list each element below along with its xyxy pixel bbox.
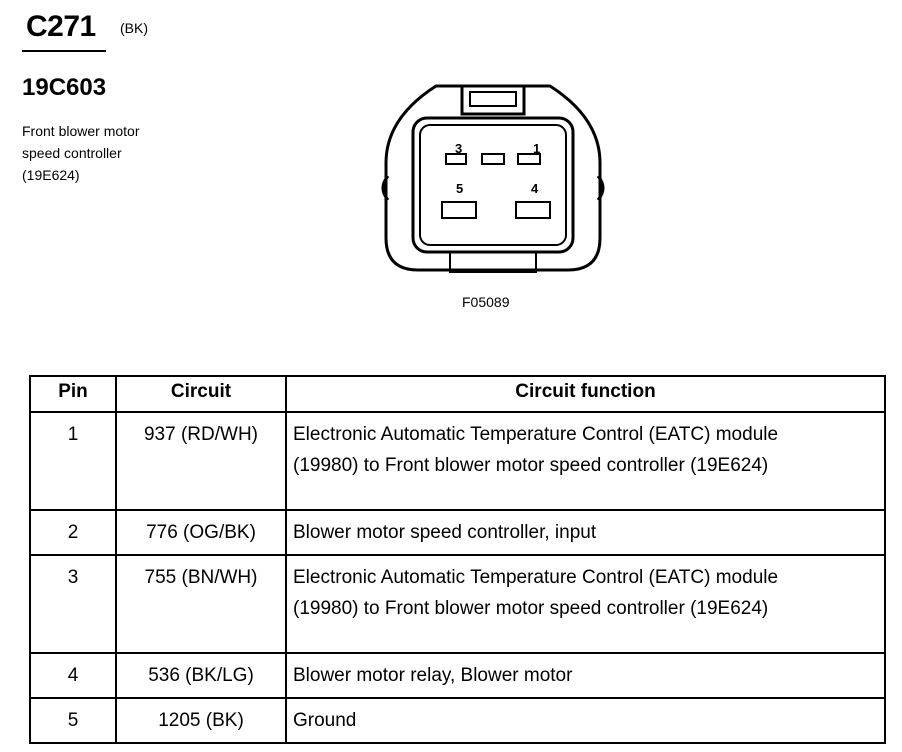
circuit-cell: 937 (RD/WH): [116, 412, 286, 510]
circuit-cell: 536 (BK/LG): [116, 653, 286, 698]
function-cell: [286, 653, 885, 698]
table-header-row: [30, 376, 885, 412]
function-cell: [286, 555, 885, 653]
pin-label: 4: [531, 181, 539, 196]
description-line: Front blower motor: [22, 123, 140, 139]
column-header-circuit: Circuit: [116, 376, 286, 412]
description-line: (19E624): [22, 167, 80, 183]
pin-5-socket: [442, 202, 476, 218]
function-line: Ground: [293, 710, 357, 731]
connector-face-diagram: [378, 78, 608, 280]
locking-tab-inner: [470, 92, 516, 106]
circuit-cell: 1205 (BK): [116, 698, 286, 743]
pin-2-socket: [482, 154, 504, 164]
function-line: Electronic Automatic Temperature Control (EATC) module: [293, 567, 779, 588]
part-number: 19C603: [22, 74, 107, 101]
function-line: (19980) to Front blower motor speed controller (19E624): [293, 455, 769, 476]
function-cell: [286, 412, 885, 510]
function-cell: [286, 698, 885, 743]
connector-inner-cavity-edge: [420, 125, 566, 245]
function-line: Blower motor speed controller, input: [293, 522, 597, 543]
table-row: [30, 555, 885, 653]
pin-cell: 2: [30, 510, 116, 555]
description-line: speed controller: [22, 145, 122, 161]
table-row: [30, 412, 885, 510]
function-line: Blower motor relay, Blower motor: [293, 665, 573, 686]
pin-cell: 4: [30, 653, 116, 698]
column-header-function: Circuit function: [286, 376, 885, 412]
function-line: (19980) to Front blower motor speed controller (19E624): [293, 598, 769, 619]
pin-cell: 1: [30, 412, 116, 510]
function-line: Electronic Automatic Temperature Control (EATC) module: [293, 424, 779, 445]
pin-label: 3: [455, 141, 463, 156]
pin-cell: 5: [30, 698, 116, 743]
function-cell: [286, 510, 885, 555]
connector-id: C271: [26, 10, 96, 43]
column-header-pin: Pin: [30, 376, 116, 412]
pin-4-socket: [516, 202, 550, 218]
table-row: [30, 653, 885, 698]
connector-color: (BK): [120, 20, 148, 36]
pin-label: 1: [533, 141, 541, 156]
table-row: [30, 510, 885, 555]
pinout-table: [29, 375, 886, 744]
locking-tab: [462, 86, 524, 114]
pin-label: 5: [456, 181, 464, 196]
connector-id-underline: [22, 50, 106, 52]
circuit-cell: 755 (BN/WH): [116, 555, 286, 653]
pin-cell: 3: [30, 555, 116, 653]
figure-code: F05089: [462, 294, 510, 310]
connector-inner-cavity: [413, 118, 573, 252]
circuit-cell: 776 (OG/BK): [116, 510, 286, 555]
table-row: [30, 698, 885, 743]
